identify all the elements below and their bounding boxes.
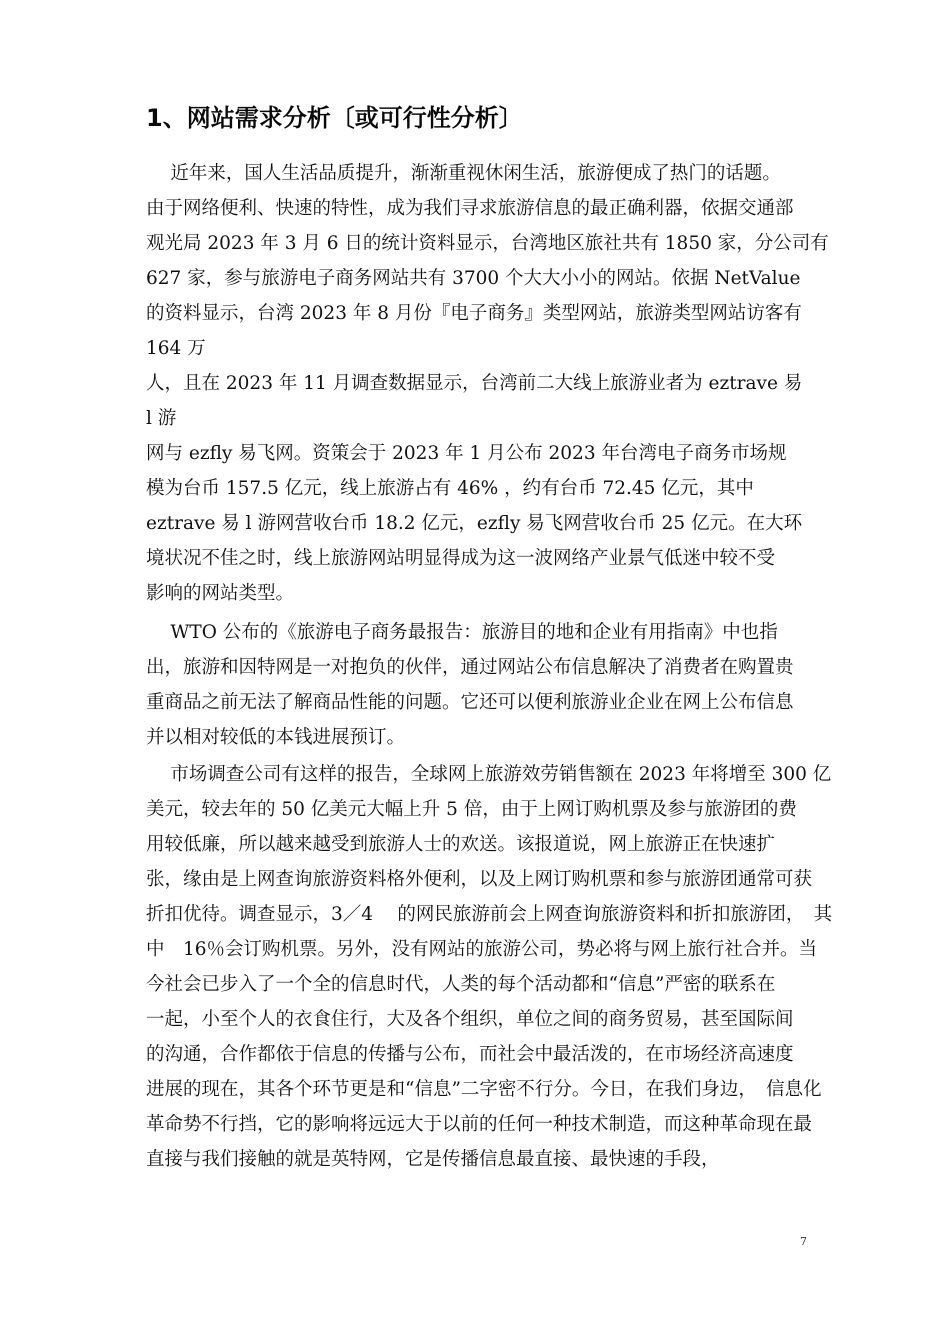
text-line: 直接与我们接触的就是英特网，它是传播信息最直接、最快速的手段， — [146, 1149, 720, 1170]
text-line: 出，旅游和因特网是一对抱负的伙伴，通过网站公布信息解决了消费者在购置贵 — [146, 657, 794, 678]
text-line: l 游 — [146, 408, 177, 429]
text-line: 由于网络便利、快速的特性，成为我们寻求旅游信息的最正确利器，依据交通部 — [146, 198, 794, 219]
text-line: 美元，较去年的 50 亿美元大幅上升 5 倍，由于上网订购机票及参与旅游团的费 — [146, 799, 797, 820]
text-line: 并以相对较低的本钱进展预订。 — [146, 727, 406, 748]
text-line: 折扣优待。调查显示，3／4 的网民旅游前会上网查询旅游资料和折扣旅游团， 其 — [146, 904, 833, 925]
text-line: 境状况不佳之时，线上旅游网站明显得成为这一波网络产业景气低迷中较不受 — [146, 548, 776, 569]
text-line: 网与 ezfly 易飞网。资策会于 2023 年 1 月公布 2023 年台湾电子商务市场规 — [146, 443, 787, 464]
text-line: 627 家，参与旅游电子商务网站共有 3700 个大大小小的网站。依据 NetValue — [146, 268, 801, 289]
text-line: 模为台币 157.5 亿元，线上旅游占有 46% ，约有台币 72.45 亿元，其中 — [146, 478, 754, 499]
text-line: 影响的网站类型。 — [146, 583, 295, 604]
page-number: 7 — [800, 1235, 807, 1248]
text-line: 重商品之前无法了解商品性能的问题。它还可以便利旅游业企业在网上公布信息 — [146, 692, 794, 713]
body-text — [146, 156, 833, 1177]
text-line: 近年来，国人生活品质提升，渐渐重视休闲生活，旅游便成了热门的话题。 — [146, 163, 781, 184]
text-line: 的资料显示，台湾 2023 年 8 月份『电子商务』类型网站，旅游类型网站访客有 — [146, 303, 802, 324]
text-line: 人，且在 2023 年 11 月调查数据显示，台湾前二大线上旅游业者为 eztrave 易 — [146, 373, 803, 394]
text-line: 进展的现在，其各个环节更是和“信息”二字密不行分。今日，在我们身边， 信息化 — [146, 1079, 822, 1100]
text-line: 中 16％会订购机票。另外，没有网站的旅游公司，势必将与网上旅行社合并。当 — [146, 939, 818, 960]
text-line: 一起，小至个人的衣食住行，大及各个组织，单位之间的商务贸易，甚至国际间 — [146, 1009, 794, 1030]
section-heading: 1、网站需求分析〔或可行性分析〕 — [146, 104, 523, 132]
text-line: eztrave 易 l 游网营收台币 18.2 亿元，ezfly 易飞网营收台币 25 亿元。在大环 — [146, 513, 803, 534]
text-line: 的沟通，合作都依于信息的传播与公布，而社会中最活泼的，在市场经济高速度 — [146, 1044, 794, 1065]
text-line: 张，缘由是上网查询旅游资料格外便利，以及上网订购机票和参与旅游团通常可获 — [146, 869, 813, 890]
text-line: 市场调查公司有这样的报告，全球网上旅游效劳销售额在 2023 年将增至 300 亿 — [146, 764, 832, 785]
text-line: 今社会已步入了一个全的信息时代，人类的每个活动都和“信息”严密的联系在 — [146, 974, 776, 995]
text-line: 164 万 — [146, 338, 206, 359]
text-line: 用较低廉，所以越来越受到旅游人士的欢送。该报道说，网上旅游正在快速扩 — [146, 834, 776, 855]
text-line: WTO 公布的《旅游电子商务最报告：旅游目的地和企业有用指南》中也指 — [146, 622, 778, 643]
text-line: 革命势不行挡，它的影响将远远大于以前的任何一种技术制造，而这种革命现在最 — [146, 1114, 813, 1135]
text-line: 观光局 2023 年 3 月 6 日的统计资料显示，台湾地区旅社共有 1850 家，分公司有 — [146, 233, 829, 254]
